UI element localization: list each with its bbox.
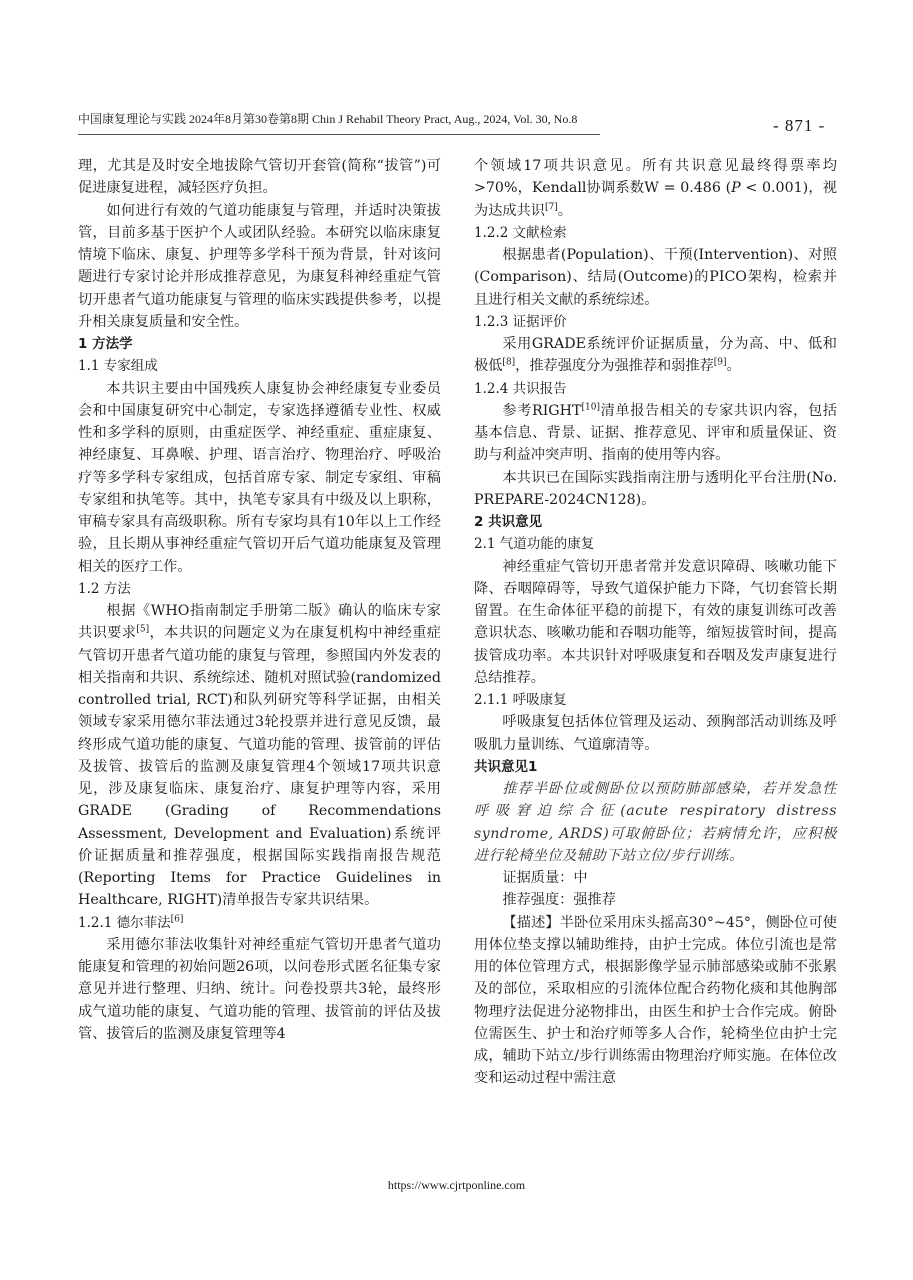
section-heading: 1 方法学 [78,336,133,352]
recommendation-heading: 共识意见1 [474,758,538,775]
text: 个领域17项共识意见。所有共识意见最终得票率均>70%，Kendall协调系数W = 0.486 ( [474,158,837,197]
citation-ref: [6] [170,914,184,924]
footer-url: https://www.cjrtponline.com [387,1178,526,1192]
paragraph: 采用德尔菲法收集针对神经重症气管切开患者气道功能康复和管理的初始问题26项，以问卷形式匿名征集专家意见并进行整理、归纳、统计。问卷投票共3轮，最终形成气道功能的康复、气道功能的管理、拔管前的评估及拔管、拔管后的监测及康复管理等4 [78,936,441,1042]
heading-text: 1.2.1 德尔菲法 [78,914,171,931]
text: 。 [557,202,572,219]
citation-ref: [7] [544,201,558,212]
text: 采用GRADE系统评价证据质量，分为高、中、低和极低 [474,336,837,375]
paragraph: 根据患者(Population)、干预(Intervention)、对照(Comparison)、结局(Outcome)的PICO架构，检索并且进行相关文献的系统综述。 [474,247,837,308]
paragraph [474,400,837,467]
subsection-heading: 2.1 气道功能的康复 [474,536,595,553]
paragraph: 神经重症气管切开患者常并发意识障碍、咳嗽功能下降、吞咽障碍等，导致气道保护能力下降，气切套管长期留置。在生命体征平稳的前提下，有效的康复训练可改善意识状态、咳嗽功能和吞咽功能等，缩短拔管时间，提高拔管成功率。本共识针对呼吸康复和吞咽及发声康复进行总结推荐。 [474,558,837,686]
text: 根据《WHO指南制定手册第二版》确认的临床专家共识要求 [78,603,441,642]
text: ，本共识的问题定义为在康复机构中神经重症气管切开患者气道功能的康复与管理，参照国内外发表的相关指南和共识、系统综述、随机对照试验(randomized controlled trial, RCT)和队列研究等科学证据，由相关领域专家采用德尔菲法通过3轮投票并进行意见反馈，最终形成气道功能的康复、气道功能的管理、拔管前的评估及拔管、拔管后的监测及康复管理4个领域17项共识意见，涉及康复临床、康复治疗、康复护理等内容，采用GRADE (Grading of Recommendations Assessment, Development and Evaluation)系统评价证据质量和推荐强度，根据国际实践指南报告规范(Reporting Items for Practice Guidelines in Healthcare, RIGHT)清单报告专家共识结果。 [78,625,441,909]
section-heading: 2 共识意见 [474,514,543,530]
paragraph: 如何进行有效的气道功能康复与管理，并适时决策拔管，目前多基于医护个人或团队经验。本研究以临床康复情境下临床、康复、护理等多学科干预为背景，针对该问题进行专家讨论并形成推荐意见，为康复科神经重症气管切开患者气道功能康复与管理的临床实践提供参考，以提升相关康复质量和安全性。 [78,202,441,330]
subsection-heading: 1.2.4 共识报告 [474,380,567,397]
p-symbol: P [731,180,741,197]
subsection-heading [78,912,441,934]
paragraph: 本共识已在国际实践指南注册与透明化平台注册(No. PREPARE-2024CN128)。 [474,469,837,508]
recommendation-text: 推荐半卧位或侧卧位以预防肺部感染，若并发急性呼吸窘迫综合征(acute respiratory distress syndrome, ARDS)可取俯卧位；若病情允许，应积极进行轮椅坐位及辅助下站立位/步行训练。 [474,781,837,864]
text: ，推荐强度分为强推荐和弱推荐 [515,358,714,375]
page-number: - 871 - [773,116,826,135]
citation-ref: [5] [136,624,150,635]
citation-ref: [8] [502,357,516,368]
subsection-heading: 2.1.1 呼吸康复 [474,692,567,708]
subsection-heading: 1.2 方法 [78,580,131,597]
paragraph [474,155,837,222]
paragraph: 【描述】半卧位采用床头摇高30°~45°，侧卧位可使用体位垫支撑以辅助维持，由护士完成。体位引流也是常用的体位管理方式，根据影像学显示肺部感染或肺不张累及的部位，采取相应的引流体位配合药物化痰和其他胸部物理疗法促进分泌物排出，由医生和护士合作完成。俯卧位需医生、护士和治疗师等多人合作，轮椅坐位由护士完成，辅助下站立/步行训练需由物理治疗师实施。在体位改变和运动过程中需注意 [474,914,837,1087]
subsection-heading: 1.2.2 文献检索 [474,224,567,241]
text: < 0.001)，视为达成共识 [474,180,837,219]
paragraph [474,333,837,378]
running-header: 中国康复理论与实践 2024年8月第30卷第8期 Chin J Rehabil Theory Pract, Aug., 2024, Vol. 30, No.8 [78,110,600,135]
right-column [474,155,837,1090]
recommendation-strength: 推荐强度：强推荐 [502,892,616,909]
subsection-heading: 1.1 专家组成 [78,358,158,375]
paragraph: 理，尤其是及时安全地拔除气管切开套管(简称“拔管”)可促进康复进程，减轻医疗负担。 [78,158,441,197]
left-column [78,155,441,1045]
subsection-heading: 1.2.3 证据评价 [474,313,567,330]
evidence-quality: 证据质量：中 [502,870,588,886]
citation-ref: [10] [581,402,600,413]
text: 清单报告相关的专家共识内容，包括基本信息、背景、证据、推荐意见、评审和质量保证、资助与利益冲突声明、指南的使用等内容。 [474,402,837,464]
paragraph [78,600,441,912]
text: 。 [726,358,741,375]
paragraph: 本共识主要由中国残疾人康复协会神经康复专业委员会和中国康复研究中心制定，专家选择遵循专业性、权威性和多学科的原则，由重症医学、神经重症、重症康复、神经康复、耳鼻喉、护理、语言治疗、物理治疗、呼吸治疗等多学科专家组成，包括首席专家、制定专家组、审稿专家组和执笔等。其中，执笔专家具有中级及以上职称，审稿专家具有高级职称。所有专家均具有10年以上工作经验，且长期从事神经重症气管切开后气道功能康复及管理相关的医疗工作。 [78,380,441,575]
paragraph: 呼吸康复包括体位管理及运动、颈胸部活动训练及呼吸肌力量训练、气道廓清等。 [474,714,837,753]
citation-ref: [9] [713,357,727,368]
text: 参考RIGHT [502,402,582,419]
